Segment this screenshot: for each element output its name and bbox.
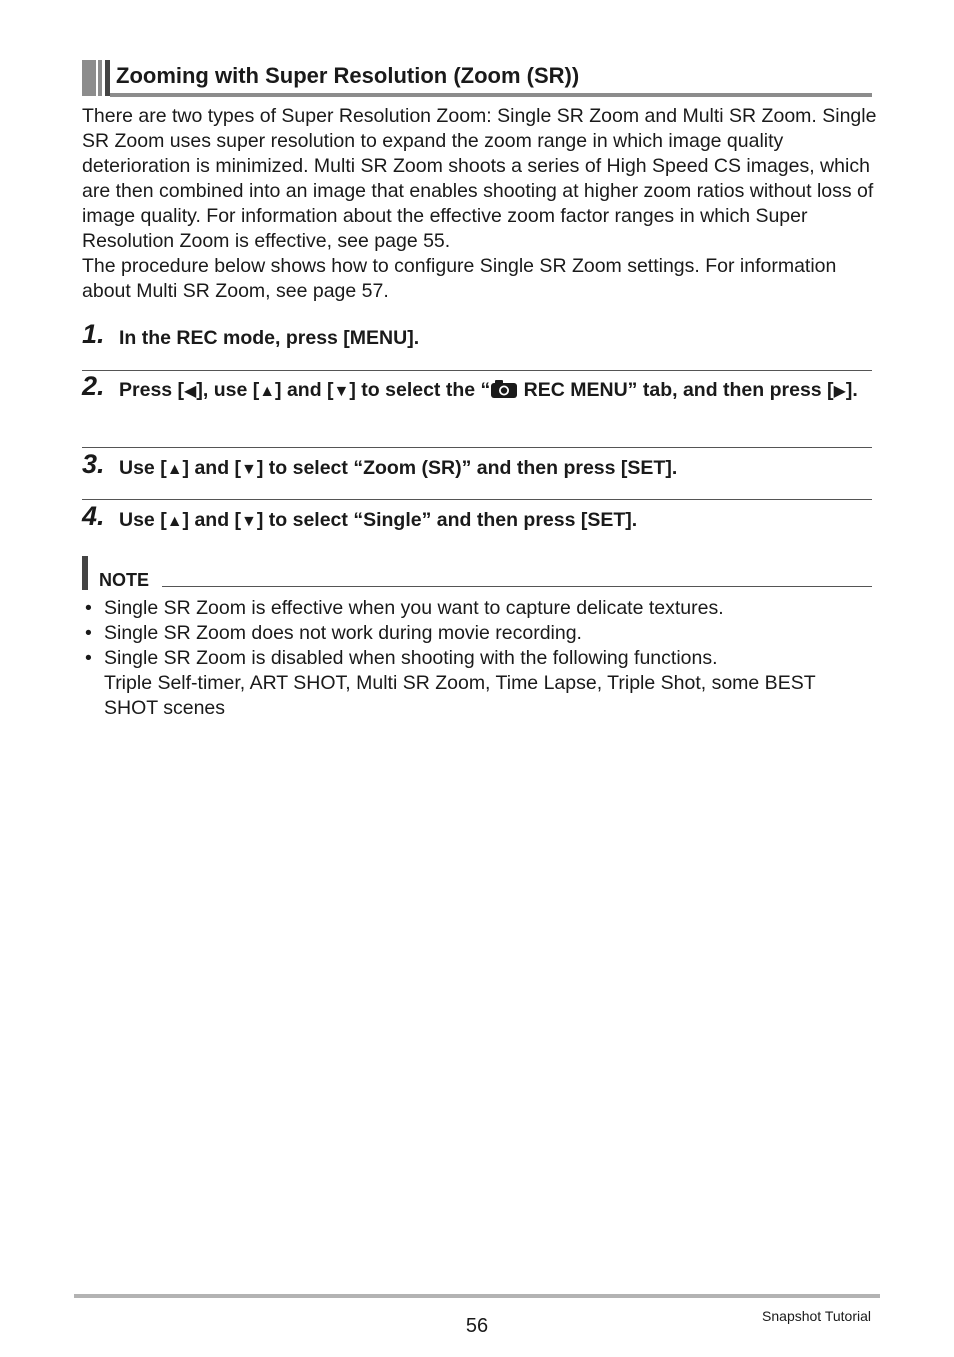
step-instruction: Press [ [119, 379, 185, 401]
step-text [119, 507, 879, 535]
left-arrow-icon: ◀ [184, 383, 197, 400]
note-item-detail: Triple Self-timer, ART SHOT, Multi SR Zoom, Time Lapse, Triple Shot, some BEST SHOT scenes [104, 672, 816, 719]
step-instruction: Use [ [119, 509, 167, 531]
page-number: 56 [465, 1315, 489, 1337]
step-instruction: In the REC mode, press [MENU]. [119, 327, 420, 349]
step-text [119, 325, 879, 351]
note-rule [162, 586, 872, 587]
right-arrow-icon: ▶ [833, 383, 846, 400]
note-item-text: Single SR Zoom is disabled when shooting with the following functions. [104, 647, 718, 669]
list-item [82, 621, 872, 646]
step-number: 2. [82, 371, 105, 401]
down-arrow-icon: ▼ [333, 383, 350, 400]
intro-paragraph: The procedure below shows how to configure Single SR Zoom settings. For information about Multi SR Zoom, see page 57. [82, 255, 837, 302]
note-item-text: Single SR Zoom is effective when you want to capture delicate textures. [104, 597, 724, 619]
bullet-icon: • [85, 597, 92, 619]
list-item [82, 596, 872, 621]
step-instruction: REC MENU” tab, and then press [ [518, 379, 834, 401]
note-accent-bar [82, 556, 88, 590]
step-instruction: Use [ [119, 457, 167, 479]
list-item [82, 646, 872, 721]
header-accent-bar [98, 60, 102, 96]
footer-section-name: Snapshot Tutorial [762, 1308, 871, 1324]
step-instruction: ] and [ [275, 379, 334, 401]
step-instruction: ] and [ [182, 457, 242, 479]
section-title: Zooming with Super Resolution (Zoom (SR)) [116, 63, 580, 88]
up-arrow-icon: ▲ [259, 383, 276, 400]
down-arrow-icon: ▼ [241, 461, 257, 478]
intro-paragraph: There are two types of Super Resolution Zoom: Single SR Zoom and Multi SR Zoom. Single SR Zoom uses super resolution to expand the zoom range in which image quality deterioration is minimized. Multi SR Zoom shoots a series of High Speed CS images, which are then combined into an image that enables shooting at higher zoom ratios without loss of image quality. For information about the effective zoom factor ranges in which Super Resolution Zoom is effective, see page 55. [82, 105, 877, 252]
step-instruction: ] to select “Zoom (SR)” and then press [SET]. [256, 457, 678, 479]
header-accent-bar [105, 60, 110, 96]
up-arrow-icon: ▲ [166, 461, 183, 478]
step-instruction: ], use [ [196, 379, 260, 401]
bullet-icon: • [85, 622, 92, 644]
step-number: 3. [82, 449, 105, 479]
step-instruction: ] and [ [182, 509, 242, 531]
step-text [119, 455, 879, 483]
step-instruction: ] to select “Single” and then press [SET]. [256, 509, 638, 531]
step-number: 4. [82, 501, 105, 531]
footer-rule [74, 1294, 880, 1298]
down-arrow-icon: ▼ [241, 513, 257, 530]
step-number: 1. [82, 319, 105, 349]
section-header [82, 60, 872, 98]
header-accent-bar [82, 60, 96, 96]
camera-icon [490, 379, 518, 399]
note-list [82, 596, 872, 721]
step-instruction: ]. [845, 379, 858, 401]
up-arrow-icon: ▲ [166, 513, 183, 530]
intro-text [82, 104, 882, 304]
step-instruction: ] to select the “ [349, 379, 491, 401]
note-item-text: Single SR Zoom does not work during movie recording. [104, 622, 582, 644]
step-text [119, 377, 879, 405]
step-divider [82, 499, 872, 500]
note-label: NOTE [99, 570, 150, 590]
step-divider [82, 370, 872, 371]
note-header [82, 556, 872, 590]
bullet-icon: • [85, 647, 92, 669]
step-divider [82, 447, 872, 448]
header-underline [110, 93, 872, 97]
